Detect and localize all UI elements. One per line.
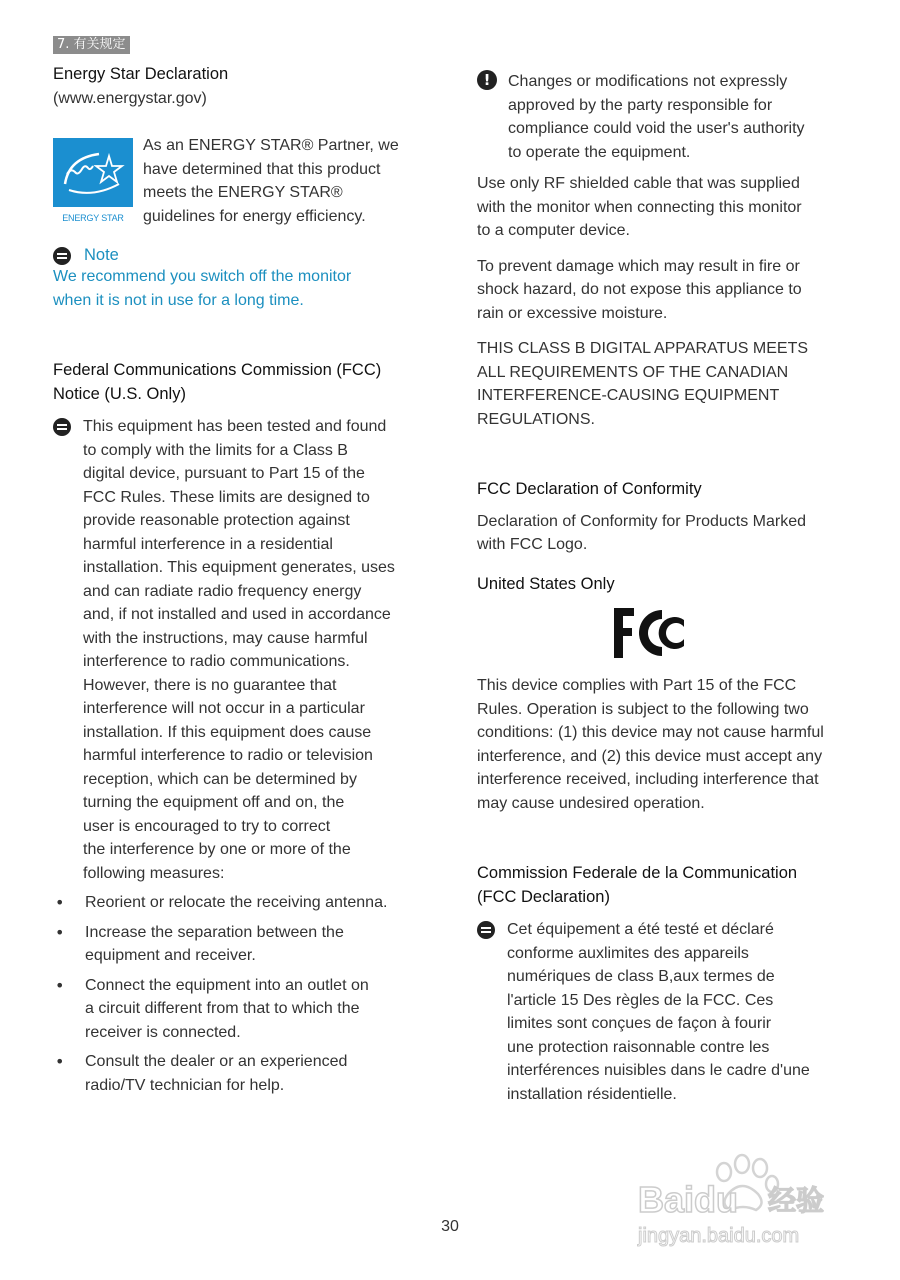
- bullet-line: receiver is connected.: [85, 1023, 241, 1041]
- rf-line: Use only RF shielded cable that was supplied: [477, 175, 800, 192]
- fcc-notice-line: However, there is no guarantee that: [83, 676, 337, 694]
- fcc-notice-line: and, if not installed and used in accordance: [83, 606, 391, 623]
- french-line: une protection raisonnable contre les: [507, 1038, 770, 1056]
- french-text: [507, 918, 810, 1106]
- conformity-line: Declaration of Conformity for Products Marked: [477, 512, 807, 530]
- note-icon: [477, 921, 495, 939]
- energy-star-line: meets the ENERGY STAR®: [143, 184, 343, 201]
- french-line: installation résidentielle.: [507, 1085, 677, 1103]
- fcc-logo-icon: [612, 606, 688, 660]
- damage-line: rain or excessive moisture.: [477, 304, 668, 322]
- bullet-line: Connect the equipment into an outlet on: [85, 976, 369, 994]
- fcc-notice-text: [83, 415, 395, 885]
- note-header: [53, 246, 423, 265]
- damage-paragraph: [477, 255, 852, 326]
- rf-cable-paragraph: [477, 172, 852, 243]
- warning-line: to operate the equipment.: [508, 143, 691, 161]
- modification-warning: [477, 70, 852, 164]
- us-only-heading: United States Only: [477, 574, 615, 593]
- warning-line: approved by the party responsible for: [508, 96, 773, 114]
- note-icon: [53, 418, 71, 436]
- warning-icon: !: [477, 70, 497, 90]
- fcc-notice-line: harmful interference in a residential: [83, 535, 333, 553]
- fcc-notice-line: turning the equipment off and on, the: [83, 794, 345, 811]
- rf-line: with the monitor when connecting this monitor: [477, 198, 802, 216]
- bullet-text: [85, 974, 369, 1045]
- complies-paragraph: [477, 674, 852, 815]
- energy-star-url: (www.energystar.gov): [53, 89, 207, 107]
- damage-line: To prevent damage which may result in fire or: [477, 257, 800, 275]
- conformity-paragraph: [477, 510, 852, 557]
- complies-line: conditions: (1) this device may not cause harmful: [477, 724, 824, 741]
- fcc-notice-line: provide reasonable protection against: [83, 512, 350, 529]
- bullet-line: Consult the dealer or an experienced: [85, 1053, 348, 1070]
- bullet-dot: •: [55, 1052, 65, 1071]
- french-line: interférences nuisibles dans le cadre d'une: [507, 1062, 810, 1079]
- class-b-paragraph: [477, 337, 852, 431]
- fcc-notice-line: user is encouraged to try to correct: [83, 817, 331, 835]
- energy-star-line: have determined that this product: [143, 160, 381, 178]
- class-b-line: THIS CLASS B DIGITAL APPARATUS MEETS: [477, 340, 809, 357]
- french-line: numériques de class B,aux termes de: [507, 968, 775, 985]
- warning-text: [508, 70, 805, 164]
- class-b-line: INTERFERENCE-CAUSING EQUIPMENT: [477, 387, 780, 404]
- fcc-notice-paragraph: [53, 415, 423, 885]
- fcc-notice-line: This equipment has been tested and found: [83, 418, 387, 435]
- watermark-url: jingyan.baidu.com: [638, 1225, 800, 1247]
- list-item: [53, 974, 423, 1045]
- energy-star-swoosh-icon: [59, 144, 127, 202]
- rf-line: to a computer device.: [477, 222, 630, 239]
- conformity-line: with FCC Logo.: [477, 536, 588, 553]
- french-paragraph: [477, 918, 852, 1106]
- energy-star-text: [143, 134, 399, 228]
- fcc-notice-line: with the instructions, may cause harmful: [83, 629, 368, 647]
- energy-star-heading: Energy Star Declaration: [53, 65, 229, 83]
- section-tag: 7. 有关规定: [53, 36, 130, 54]
- complies-line: may cause undesired operation.: [477, 794, 705, 812]
- bullet-text: [85, 1050, 347, 1097]
- fcc-notice-line: digital device, pursuant to Part 15 of the: [83, 465, 365, 482]
- energy-star-block: [53, 134, 423, 228]
- list-item: [53, 921, 423, 968]
- french-line: Cet équipement a été testé et déclaré: [507, 921, 774, 938]
- bullet-line: radio/TV technician for help.: [85, 1076, 285, 1094]
- fcc-notice-line: interference will not occur in a particular: [83, 700, 365, 717]
- complies-line: This device complies with Part 15 of the FCC: [477, 677, 797, 694]
- conformity-heading: FCC Declaration of Conformity: [477, 480, 702, 498]
- energy-star-logo: [53, 138, 133, 224]
- bullet-line: Reorient or relocate the receiving antenna.: [85, 894, 388, 911]
- note-line: We recommend you switch off the monitor: [53, 268, 352, 285]
- watermark-chinese: 经验: [768, 1184, 825, 1217]
- note-line: when it is not in use for a long time.: [53, 291, 304, 309]
- fcc-notice-line: installation. This equipment generates, uses: [83, 559, 395, 576]
- energy-star-line: As an ENERGY STAR® Partner, we: [143, 137, 399, 154]
- left-column: [53, 63, 423, 1103]
- warning-line: compliance could void the user's authority: [508, 120, 805, 137]
- fcc-notice-line: FCC Rules. These limits are designed to: [83, 488, 370, 506]
- bullet-line: a circuit different from that to which the: [85, 1000, 360, 1017]
- fcc-notice-line: harmful interference to radio or television: [83, 747, 373, 764]
- fcc-notice-heading: [53, 359, 423, 406]
- fcc-notice-line: installation. If this equipment does cause: [83, 723, 372, 741]
- fcc-notice-line: the interference by one or more of the: [83, 841, 351, 858]
- french-heading-line: Commission Federale de la Communication: [477, 864, 798, 882]
- french-heading: [477, 862, 852, 909]
- warning-line: Changes or modifications not expressly: [508, 73, 788, 90]
- class-b-line: ALL REQUIREMENTS OF THE CANADIAN: [477, 363, 789, 381]
- right-column: [477, 70, 852, 1106]
- bullet-dot: •: [55, 893, 65, 912]
- fcc-notice-line: interference to radio communications.: [83, 653, 350, 670]
- fcc-notice-line: reception, which can be determined by: [83, 770, 357, 788]
- fcc-measures-list: [53, 891, 423, 1097]
- fcc-notice-line: to comply with the limits for a Class B: [83, 441, 348, 459]
- french-line: l'article 15 Des règles de la FCC. Ces: [507, 991, 774, 1009]
- bullet-text: [85, 921, 344, 968]
- fcc-notice-line: following measures:: [83, 864, 225, 882]
- bullet-dot: •: [55, 922, 65, 942]
- energy-star-line: guidelines for energy efficiency.: [143, 207, 366, 225]
- list-item: [53, 1050, 423, 1097]
- bullet-text: [85, 891, 387, 915]
- bullet-line: Increase the separation between the: [85, 923, 344, 941]
- french-line: limites sont conçues de façon à fourir: [507, 1015, 772, 1032]
- french-line: conforme auxlimites des appareils: [507, 944, 749, 962]
- complies-line: interference, and (2) this device must accept any: [477, 747, 823, 765]
- energy-star-logo-caption: ENERGY STAR: [62, 213, 124, 223]
- fcc-notice-line: and can radiate radio frequency energy: [83, 582, 362, 600]
- fcc-logo: [477, 606, 852, 660]
- french-heading-line: (FCC Declaration): [477, 887, 610, 906]
- complies-line: interference received, including interference that: [477, 771, 819, 788]
- fcc-notice-heading-line: Notice (U.S. Only): [53, 384, 186, 403]
- list-item: [53, 891, 423, 915]
- fcc-notice-heading-line: Federal Communications Commission (FCC): [53, 361, 382, 379]
- watermark-brand: Baidu: [638, 1179, 739, 1220]
- damage-line: shock hazard, do not expose this appliance to: [477, 281, 802, 298]
- class-b-line: REGULATIONS.: [477, 410, 595, 428]
- bullet-dot: •: [55, 975, 65, 995]
- bullet-line: equipment and receiver.: [85, 947, 256, 964]
- complies-line: Rules. Operation is subject to the following two: [477, 700, 809, 718]
- page-number: 30: [441, 1218, 459, 1235]
- note-label: Note: [84, 246, 119, 264]
- note-icon: [53, 247, 71, 265]
